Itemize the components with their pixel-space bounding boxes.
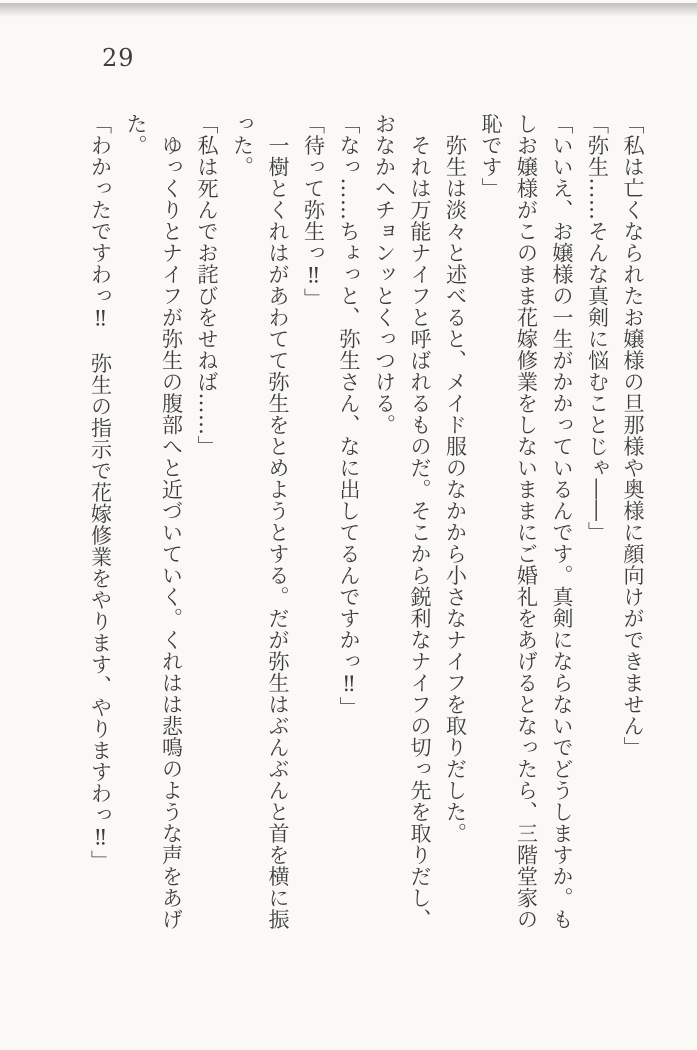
- text-line: しお嬢様がこのまま花嫁修業をしないままにご婚礼をあげるとなったら、三階堂家の: [514, 113, 539, 930]
- vertical-text-block: [82, 113, 650, 1013]
- text-line: 「なっ……ちょっと、弥生さん、なに出してるんですかっ‼」: [337, 113, 361, 718]
- text-line: おなかへチョンッとくっつける。: [372, 113, 397, 436]
- text-line: それは万能ナイフと呼ばれるものだ。そこから鋭利なナイフの切っ先を取りだし、: [408, 113, 432, 930]
- text-line: ゆっくりとナイフが弥生の腹部へと近づいていく。くれはは悲鳴のような声をあげ: [159, 113, 184, 930]
- text-line: 「いいえ、お嬢様の一生がかかっているんです。真剣にならないでどうしますか。も: [550, 113, 574, 930]
- text-line: った。: [230, 113, 255, 178]
- text-line: た。: [124, 113, 148, 156]
- page-number: 29: [102, 44, 135, 72]
- text-line: 「私は死んでお詫びをせねば……」: [195, 113, 219, 457]
- text-line: 「わかったですわっ‼ 弥生の指示で花嫁修業をやります、やりますわっ‼」: [88, 113, 113, 872]
- text-line: 「待って弥生っ‼」: [301, 113, 326, 310]
- text-line: 「私は亡くなられたお嬢様の旦那様や奥様に顔向けができません」: [621, 113, 645, 758]
- text-line: 「弥生……そんな真剣に悩むことじゃ――」: [585, 113, 610, 543]
- text-line: 恥です」: [479, 113, 503, 199]
- scan-shadow: [0, 3, 697, 17]
- text-line: 一樹とくれはがあわてて弥生をとめようとする。だが弥生はぶんぶんと首を横に振: [266, 113, 290, 930]
- text-line: 弥生は淡々と述べると、メイド服のなかから小さなナイフを取りだした。: [443, 113, 468, 844]
